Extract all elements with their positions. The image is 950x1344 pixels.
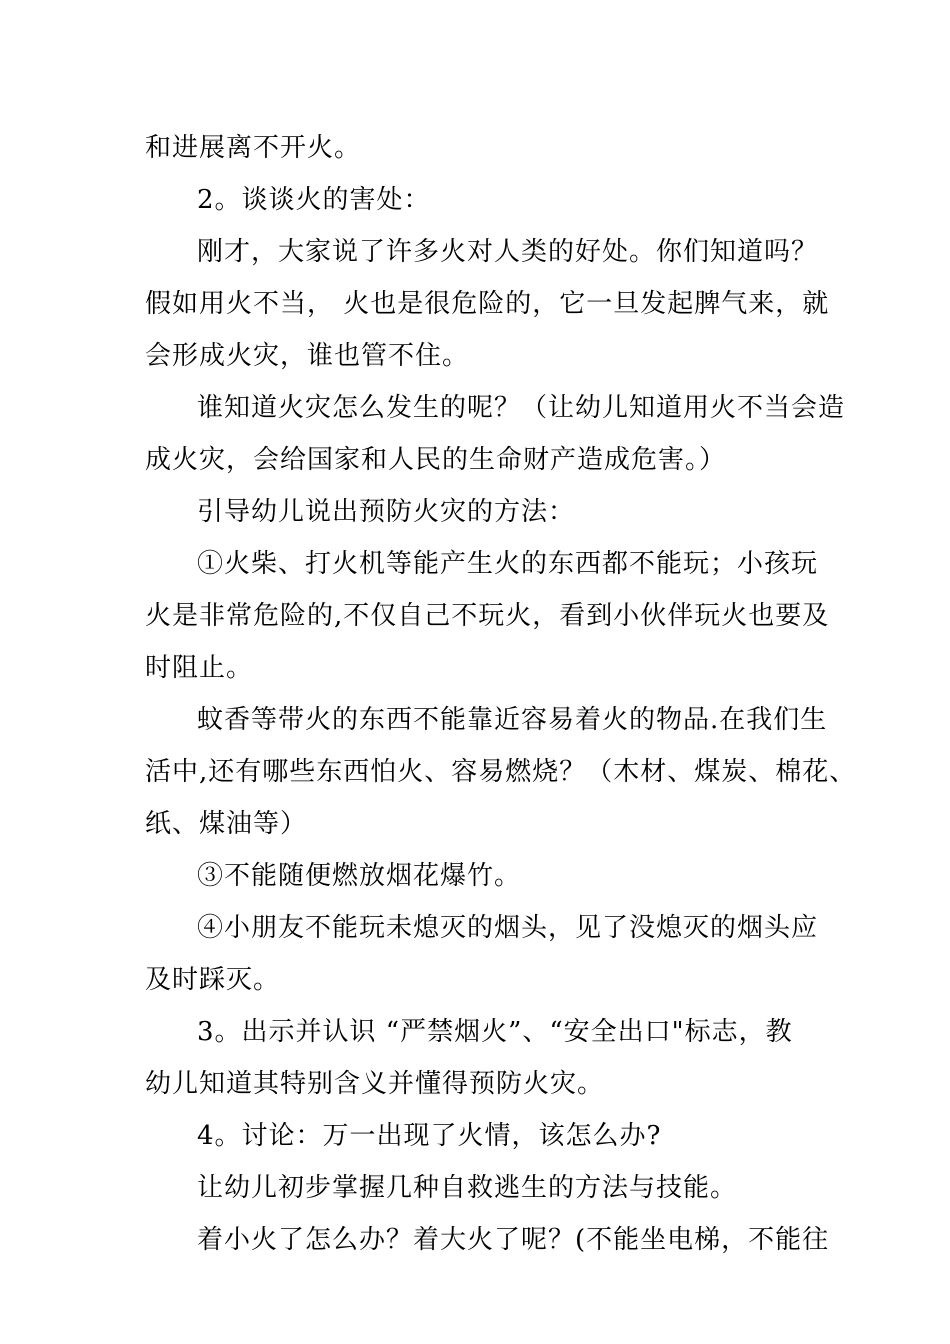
text-line-12: 蚊香等带火的东西不能靠近容易着火的物品.在我们生	[197, 705, 828, 735]
text-line-20: 4。讨论：万一出现了火情，该怎么办?	[197, 1121, 662, 1151]
text-line-15: ③不能随便燃放烟花爆竹。	[197, 861, 522, 891]
text-line-19: 幼儿知道其特别含义并懂得预防火灾。	[145, 1069, 605, 1099]
text-line-22: 着小火了怎么办？着大火了呢？(不能坐电梯，不能往	[197, 1225, 830, 1255]
text-line-5: 会形成火灾，谁也管不住。	[145, 341, 470, 371]
text-line-10: 火是非常危险的,不仅自己不玩火，看到小伙伴玩火也要及	[145, 601, 830, 631]
document-body	[145, 122, 857, 1266]
text-line-6: 谁知道火灾怎么发生的呢？（让幼儿知道用火不当会造	[197, 393, 846, 423]
text-line-3: 刚才，大家说了许多火对人类的好处。你们知道吗？	[197, 237, 819, 267]
text-line-2: 2。谈谈火的害处：	[197, 185, 431, 215]
text-line-8: 引导幼儿说出预防火灾的方法：	[197, 497, 576, 527]
text-line-21: 让幼儿初步掌握几种自救逃生的方法与技能。	[197, 1173, 738, 1203]
text-line-9: ①火柴、打火机等能产生火的东西都不能玩；小孩玩	[197, 549, 819, 579]
text-line-1: 和进展离不开火。	[145, 133, 362, 163]
text-line-14: 纸、煤油等）	[145, 809, 308, 839]
text-line-11: 时阻止。	[145, 653, 254, 683]
text-line-13: 活中,还有哪些东西怕火、容易燃烧？（木材、煤炭、棉花、	[145, 757, 857, 787]
text-line-7: 成火灾，会给国家和人民的生命财产造成危害。）	[145, 445, 727, 475]
text-line-4: 假如用火不当， 火也是很危险的，它一旦发起脾气来，就	[145, 289, 830, 319]
text-line-16: ④小朋友不能玩未熄灭的烟头，见了没熄灭的烟头应	[197, 913, 819, 943]
text-line-18: 3。出示并认识 “严禁烟火”、“安全出口"标志，教	[197, 1017, 793, 1047]
text-line-17: 及时踩灭。	[145, 965, 281, 995]
